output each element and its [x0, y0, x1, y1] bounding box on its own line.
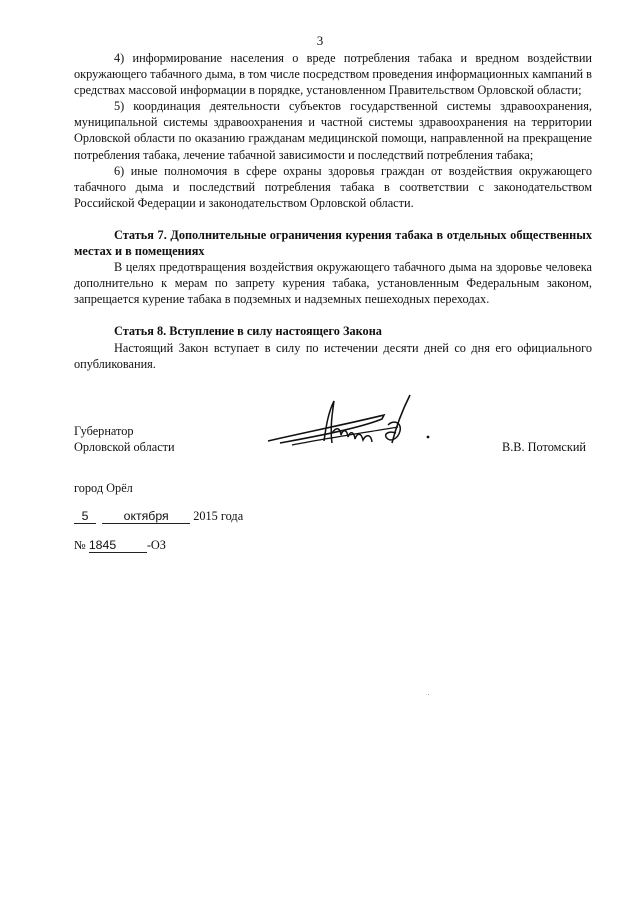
- number-prefix: №: [74, 538, 86, 552]
- article-8-title: Статья 8. Вступление в силу настоящего Закона: [114, 324, 382, 339]
- article-7-title: Статья 7. Дополнительные ограничения курения табака в отдельных общественных местах и в помещениях: [74, 227, 592, 259]
- scan-dot: [428, 694, 429, 695]
- date-day: 5: [74, 509, 96, 524]
- document-body: [74, 50, 592, 372]
- date-line: [74, 509, 243, 524]
- date-year: 2015 года: [193, 509, 244, 523]
- law-number-line: [74, 538, 166, 553]
- governor-name: В.В. Потомский: [502, 440, 586, 454]
- governor-title-line1: Губернатор: [74, 424, 134, 438]
- article-7-text: В целях предотвращения воздействия окружающего табачного дыма на здоровье человека дополнительно к мерам по запрету курения табака, установленным Федеральным законом, запрещается курение табака в подземных и надземных пешеходных переходах.: [74, 260, 592, 307]
- paragraph-item-6: 6) иные полномочия в сфере охраны здоровья граждан от воздействия окружающего табачного дыма и последствий потребления табака в соответствии с законодательством Российской Федерации и законодательством Орловской области.: [74, 163, 592, 210]
- law-number-value: 1845: [89, 538, 147, 553]
- handwritten-signature: [262, 393, 432, 473]
- page-number: 3: [316, 33, 324, 48]
- paragraph-item-4: 4) информирование населения о вреде потребления табака и вредном воздействии окружающего табачного дыма, в том числе посредством проведения информационных кампаний в средствах массовой информации в порядке, установленном Правительством Орловской области;: [74, 51, 592, 98]
- number-suffix: -ОЗ: [146, 538, 166, 552]
- governor-title-line2: Орловской области: [74, 440, 175, 455]
- city-label: город Орёл: [74, 481, 133, 495]
- governor-title: [74, 423, 175, 455]
- article-8-text: Настоящий Закон вступает в силу по истечении десяти дней со дня его официального опубликования.: [74, 340, 592, 371]
- date-month: октября: [102, 509, 190, 524]
- paragraph-item-5: 5) координация деятельности субъектов государственной системы здравоохранения, муниципальной системы здравоохранения и частной системы здравоохранения на территории Орловской области по оказанию гражданам медицинской помощи, направленной на прекращение потребления табака, лечение табачной зависимости и последствий потребления табака;: [74, 99, 592, 162]
